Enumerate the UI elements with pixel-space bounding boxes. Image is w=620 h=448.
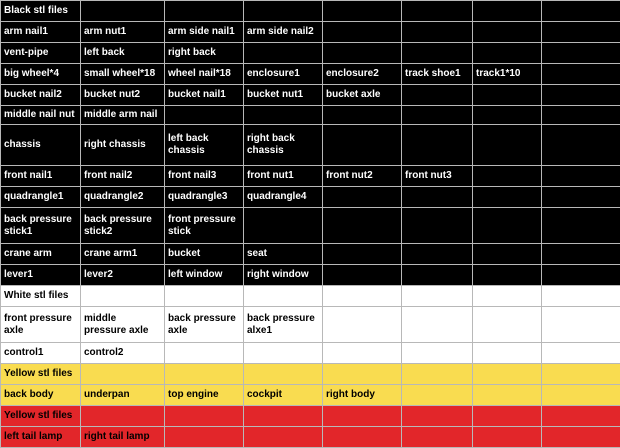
cell[interactable] [473,85,542,106]
cell[interactable]: right back chassis [244,125,323,166]
cell[interactable]: back pressure stick2 [81,208,165,244]
cell[interactable] [323,244,402,265]
cell[interactable] [402,364,473,385]
cell[interactable]: front nail1 [1,166,81,187]
cell[interactable]: bucket nail1 [165,85,244,106]
cell[interactable] [323,307,402,343]
cell[interactable] [473,244,542,265]
cell[interactable]: lever1 [1,265,81,286]
cell[interactable] [165,427,244,448]
cell[interactable]: lever2 [81,265,165,286]
cell[interactable]: arm side nail1 [165,22,244,43]
table-row [1,208,620,244]
cell[interactable] [542,406,620,427]
table-row [1,22,620,43]
cell[interactable]: front pressure stick [165,208,244,244]
cell[interactable] [473,343,542,364]
cell[interactable]: crane arm1 [81,244,165,265]
cell[interactable]: chassis [1,125,81,166]
cell[interactable]: right back [165,43,244,64]
cell[interactable]: middle pressure axle [81,307,165,343]
cell[interactable] [473,208,542,244]
table-row [1,85,620,106]
table-row [1,125,620,166]
cell[interactable] [244,208,323,244]
cell[interactable] [323,427,402,448]
cell[interactable] [402,106,473,125]
cell[interactable] [165,364,244,385]
cell[interactable]: middle nail nut [1,106,81,125]
cell[interactable] [402,343,473,364]
cell[interactable] [542,1,620,22]
cell[interactable]: front nut1 [244,166,323,187]
cell[interactable]: Yellow stl files [1,406,81,427]
cell[interactable]: left back chassis [165,125,244,166]
cell[interactable] [402,427,473,448]
cell[interactable] [402,286,473,307]
cell[interactable]: arm side nail2 [244,22,323,43]
cell[interactable]: underpan [81,385,165,406]
cell[interactable]: small wheel*18 [81,64,165,85]
cell[interactable]: front pressure axle [1,307,81,343]
cell[interactable] [473,106,542,125]
table-row [1,64,620,85]
cell[interactable] [165,343,244,364]
cell[interactable] [542,64,620,85]
cell[interactable] [473,125,542,166]
cell[interactable] [323,406,402,427]
cell[interactable]: quadrangle2 [81,187,165,208]
cell[interactable] [542,125,620,166]
cell[interactable] [542,85,620,106]
cell[interactable] [473,43,542,64]
cell[interactable] [542,385,620,406]
cell[interactable] [323,364,402,385]
cell[interactable] [402,307,473,343]
cell[interactable] [542,427,620,448]
cell[interactable] [81,364,165,385]
table-row [1,343,620,364]
cell[interactable]: cockpit [244,385,323,406]
cell[interactable]: bucket nut2 [81,85,165,106]
cell[interactable]: track1*10 [473,64,542,85]
cell[interactable]: left back [81,43,165,64]
table-row [1,385,620,406]
cell[interactable]: left window [165,265,244,286]
cell[interactable] [244,286,323,307]
cell[interactable] [473,1,542,22]
cell[interactable]: enclosure2 [323,64,402,85]
table-row [1,106,620,125]
cell[interactable] [473,166,542,187]
table-row [1,307,620,343]
cell[interactable] [165,406,244,427]
cell[interactable] [244,43,323,64]
cell[interactable] [542,22,620,43]
cell[interactable]: right chassis [81,125,165,166]
cell[interactable] [473,307,542,343]
cell[interactable] [402,208,473,244]
cell[interactable] [81,1,165,22]
cell[interactable] [165,1,244,22]
table-row [1,187,620,208]
cell[interactable]: arm nut1 [81,22,165,43]
cell[interactable]: back pressure axle [165,307,244,343]
cell[interactable]: enclosure1 [244,64,323,85]
cell[interactable] [542,166,620,187]
cell[interactable]: big wheel*4 [1,64,81,85]
cell[interactable]: bucket nail2 [1,85,81,106]
cell[interactable]: track shoe1 [402,64,473,85]
cell[interactable]: bucket [165,244,244,265]
cell[interactable] [323,286,402,307]
cell[interactable]: Black stl files [1,1,81,22]
cell[interactable] [542,187,620,208]
cell[interactable] [323,187,402,208]
cell[interactable] [542,244,620,265]
cell[interactable] [323,106,402,125]
cell[interactable] [473,364,542,385]
cell[interactable] [165,106,244,125]
cell[interactable] [323,343,402,364]
cell[interactable] [402,43,473,64]
cell[interactable] [402,265,473,286]
cell[interactable] [542,106,620,125]
cell[interactable]: right window [244,265,323,286]
cell[interactable] [542,364,620,385]
cell[interactable] [473,265,542,286]
cell[interactable] [473,286,542,307]
cell[interactable] [542,307,620,343]
cell[interactable]: right tail lamp [81,427,165,448]
cell[interactable]: left tail lamp [1,427,81,448]
cell[interactable] [542,43,620,64]
cell[interactable]: bucket axle [323,85,402,106]
cell[interactable] [323,208,402,244]
cell[interactable] [402,187,473,208]
cell[interactable] [244,343,323,364]
cell[interactable]: middle arm nail [81,106,165,125]
cell[interactable] [473,187,542,208]
cell[interactable]: front nut2 [323,166,402,187]
section-header-row [1,364,620,385]
cell[interactable] [244,106,323,125]
cell[interactable] [323,125,402,166]
cell[interactable]: front nail2 [81,166,165,187]
cell[interactable] [542,208,620,244]
cell[interactable] [542,343,620,364]
table-row [1,166,620,187]
cell[interactable]: White stl files [1,286,81,307]
cell[interactable] [81,286,165,307]
cell[interactable]: back pressure alxe1 [244,307,323,343]
cell[interactable]: quadrangle1 [1,187,81,208]
cell[interactable] [323,22,402,43]
section-header-row [1,1,620,22]
cell[interactable]: seat [244,244,323,265]
cell[interactable] [244,1,323,22]
cell[interactable] [473,22,542,43]
cell[interactable] [402,406,473,427]
section-header-row [1,406,620,427]
cell[interactable]: quadrangle3 [165,187,244,208]
cell[interactable] [81,406,165,427]
cell[interactable] [244,427,323,448]
cell[interactable]: right body [323,385,402,406]
cell[interactable] [473,427,542,448]
cell[interactable]: back body [1,385,81,406]
cell[interactable]: Yellow stl files [1,364,81,385]
cell[interactable]: back pressure stick1 [1,208,81,244]
cell[interactable]: quadrangle4 [244,187,323,208]
cell[interactable]: vent-pipe [1,43,81,64]
table-row [1,427,620,448]
cell[interactable]: control1 [1,343,81,364]
table-row [1,265,620,286]
cell[interactable] [244,406,323,427]
cell[interactable] [402,1,473,22]
cell[interactable] [323,265,402,286]
cell[interactable]: crane arm [1,244,81,265]
cell[interactable] [402,125,473,166]
cell[interactable] [402,385,473,406]
cell[interactable] [402,244,473,265]
cell[interactable] [323,43,402,64]
cell[interactable]: front nail3 [165,166,244,187]
cell[interactable] [473,406,542,427]
cell[interactable] [402,85,473,106]
table-row [1,244,620,265]
section-header-row [1,286,620,307]
cell[interactable] [323,1,402,22]
cell[interactable] [542,265,620,286]
cell[interactable]: arm nail1 [1,22,81,43]
table-row [1,43,620,64]
cell[interactable] [165,286,244,307]
cell[interactable]: top engine [165,385,244,406]
cell[interactable]: wheel nail*18 [165,64,244,85]
cell[interactable] [402,22,473,43]
cell[interactable]: front nut3 [402,166,473,187]
cell[interactable]: bucket nut1 [244,85,323,106]
cell[interactable] [244,364,323,385]
cell[interactable] [473,385,542,406]
cell[interactable]: control2 [81,343,165,364]
cell[interactable] [542,286,620,307]
